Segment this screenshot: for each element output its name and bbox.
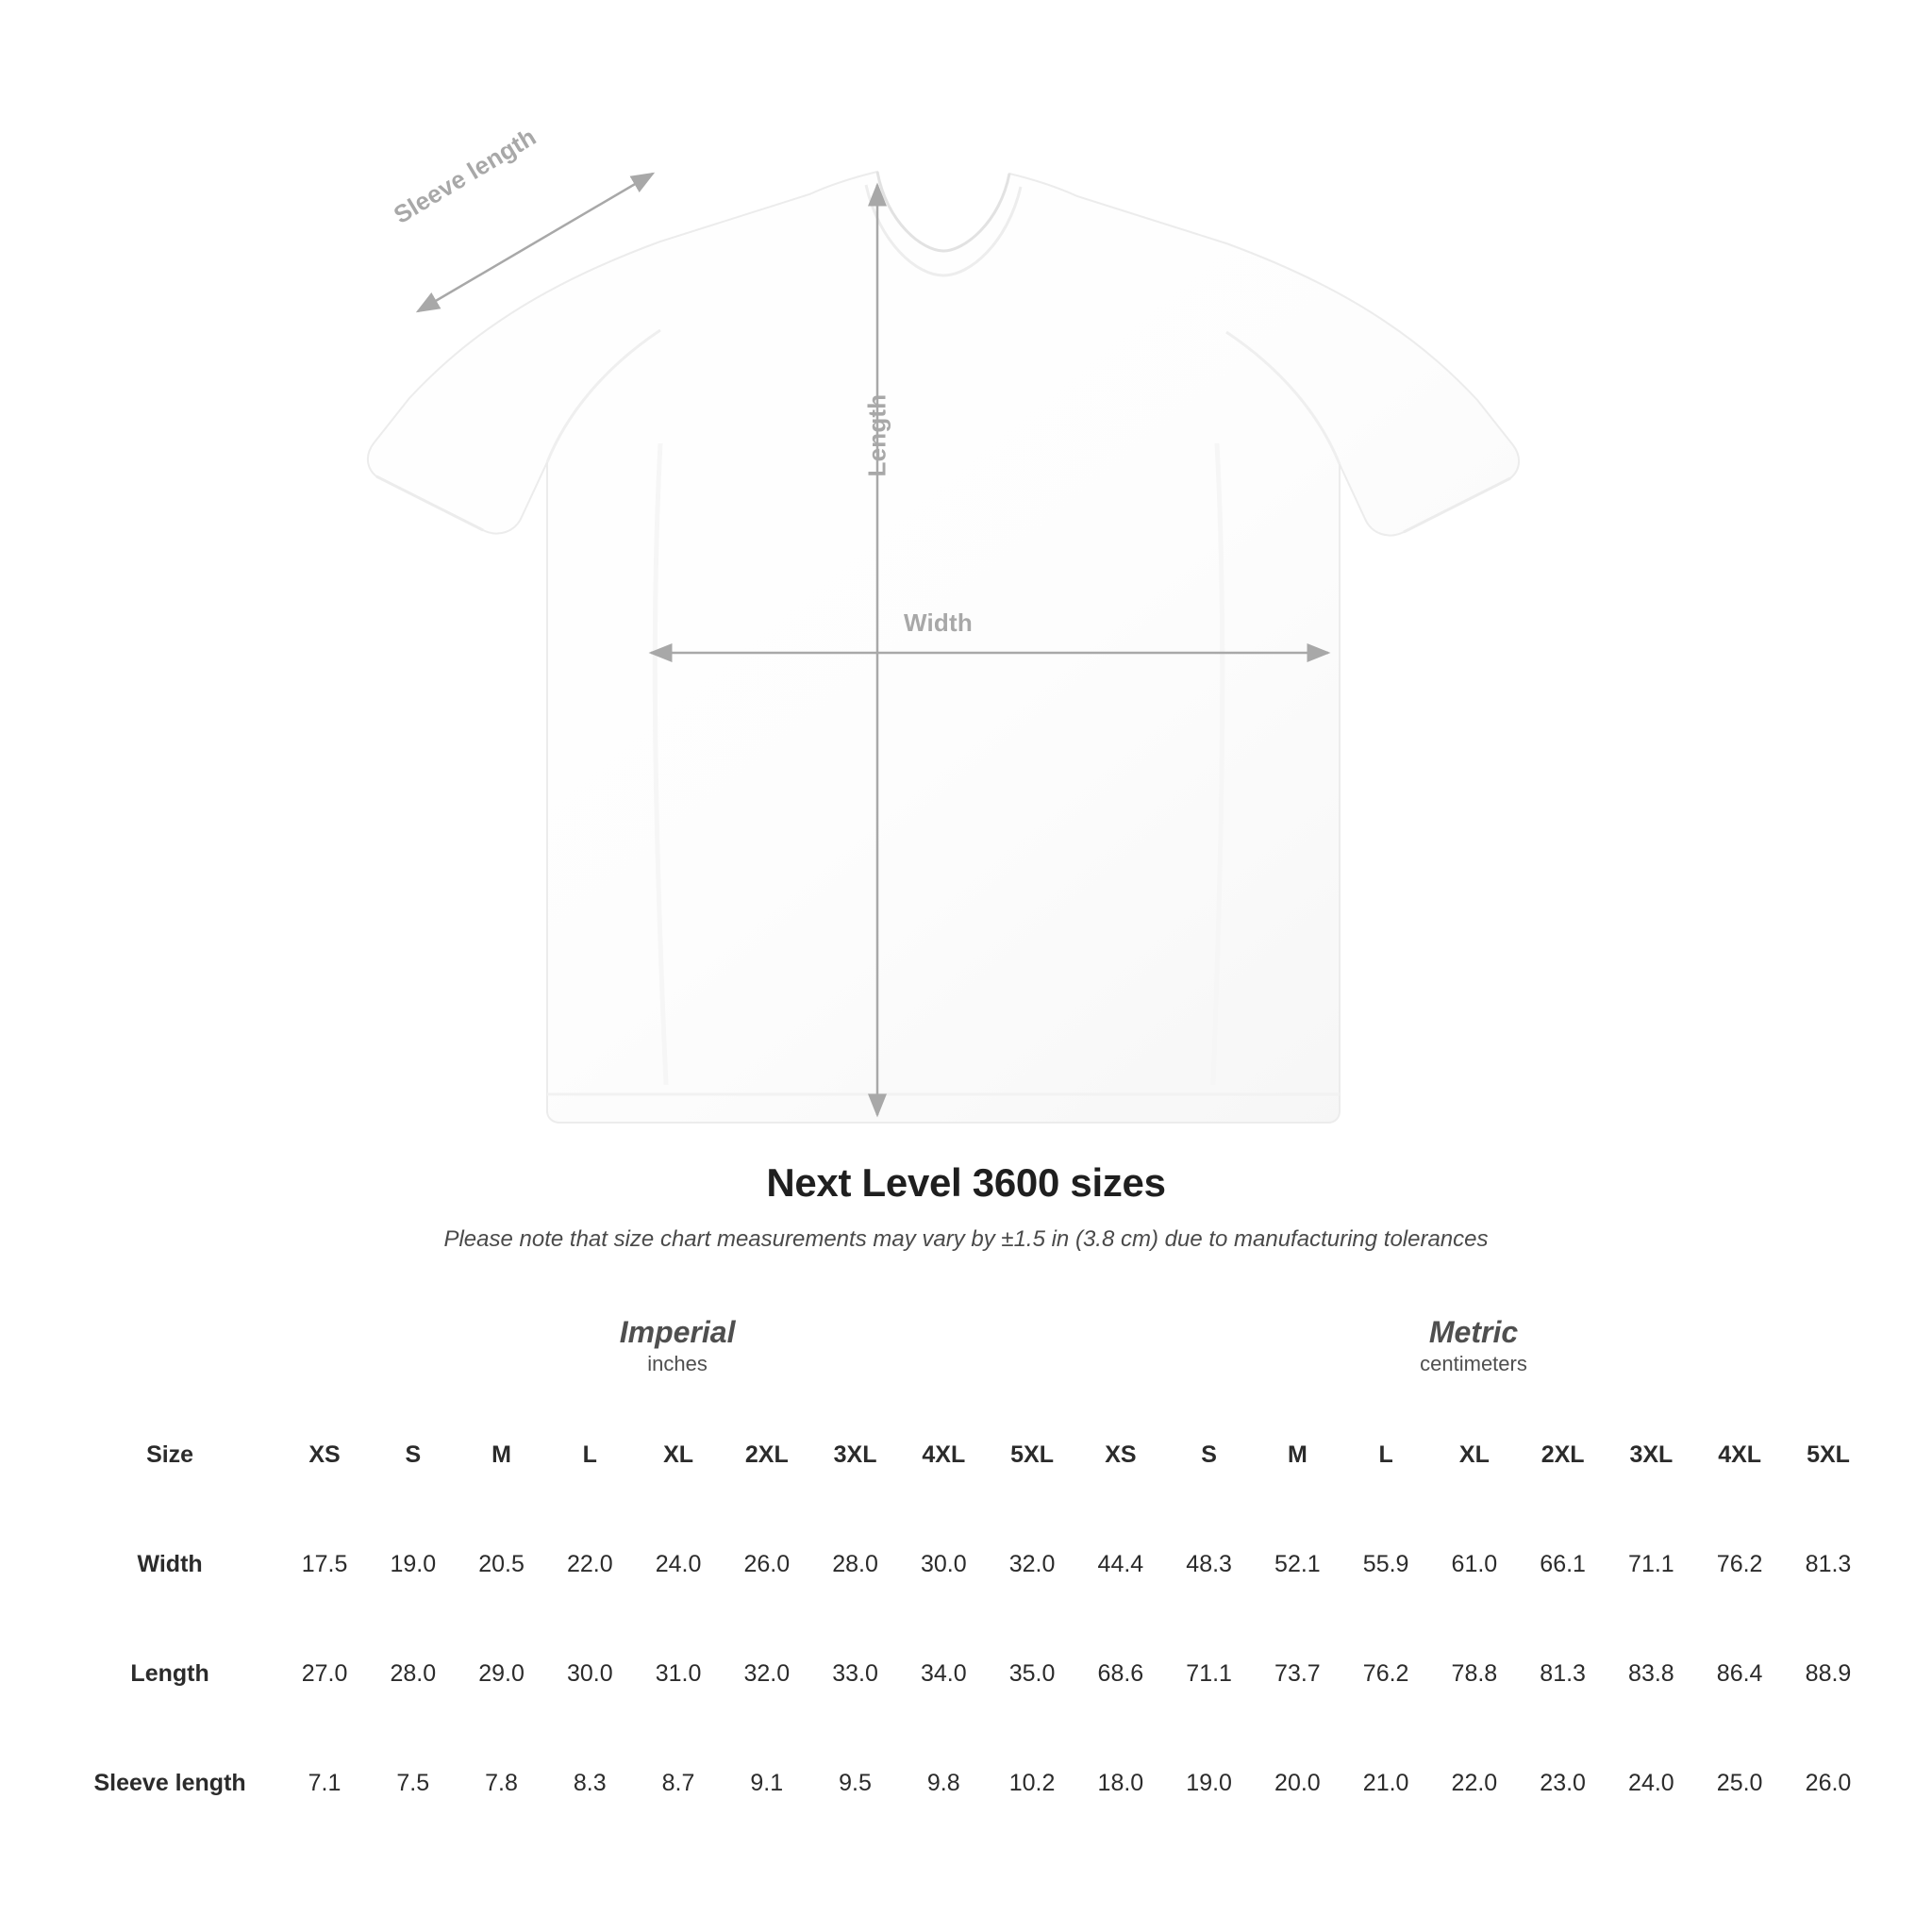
cell-length-imperial-s: 28.0 — [368, 1619, 457, 1728]
cell-width-metric-s: 48.3 — [1164, 1509, 1253, 1619]
cell-length-metric-4xl: 86.4 — [1694, 1619, 1783, 1728]
table-row-length — [60, 1619, 1872, 1728]
cell-length-imperial-m: 29.0 — [457, 1619, 545, 1728]
size-header-imperial-l: L — [544, 1400, 633, 1509]
cell-sleeve-imperial-5xl: 10.2 — [987, 1728, 1075, 1838]
size-table — [60, 1291, 1872, 1838]
cell-sleeve-metric-s: 19.0 — [1164, 1728, 1253, 1838]
sleeve-length-label: Sleeve length — [389, 122, 541, 229]
unit-group-metric-name: Metric — [1428, 1314, 1519, 1349]
size-header-metric-l: L — [1341, 1400, 1429, 1509]
size-header-metric-3xl: 3XL — [1607, 1400, 1695, 1509]
cell-sleeve-metric-2xl: 23.0 — [1518, 1728, 1607, 1838]
size-header-metric-xs: XS — [1075, 1400, 1164, 1509]
cell-length-imperial-5xl: 35.0 — [987, 1619, 1075, 1728]
row-label-sleeve-length: Sleeve length — [60, 1728, 279, 1838]
cell-sleeve-metric-3xl: 24.0 — [1607, 1728, 1695, 1838]
cell-sleeve-metric-xl: 22.0 — [1429, 1728, 1518, 1838]
cell-length-metric-3xl: 83.8 — [1607, 1619, 1695, 1728]
cell-sleeve-metric-m: 20.0 — [1253, 1728, 1341, 1838]
cell-sleeve-imperial-2xl: 9.1 — [722, 1728, 810, 1838]
cell-width-imperial-2xl: 26.0 — [722, 1509, 810, 1619]
cell-width-metric-xl: 61.0 — [1429, 1509, 1518, 1619]
size-header-metric-5xl: 5XL — [1783, 1400, 1872, 1509]
size-header-label: Size — [60, 1400, 279, 1509]
table-row-width — [60, 1509, 1872, 1619]
length-label: Length — [862, 393, 891, 477]
cell-length-imperial-xl: 31.0 — [633, 1619, 722, 1728]
width-label: Width — [904, 608, 973, 637]
unit-group-metric-sub: centimeters — [1420, 1351, 1527, 1375]
size-header-imperial-4xl: 4XL — [898, 1400, 987, 1509]
cell-length-metric-xl: 78.8 — [1429, 1619, 1518, 1728]
cell-width-imperial-s: 19.0 — [368, 1509, 457, 1619]
cell-width-metric-l: 55.9 — [1341, 1509, 1429, 1619]
size-header-imperial-s: S — [368, 1400, 457, 1509]
size-header-imperial-m: M — [457, 1400, 545, 1509]
cell-length-metric-l: 76.2 — [1341, 1619, 1429, 1728]
tshirt-shape — [368, 172, 1519, 1123]
cell-sleeve-imperial-s: 7.5 — [368, 1728, 457, 1838]
cell-sleeve-imperial-4xl: 9.8 — [898, 1728, 987, 1838]
unit-header-spacer — [60, 1291, 279, 1400]
unit-group-metric — [1075, 1291, 1872, 1400]
cell-width-imperial-4xl: 30.0 — [898, 1509, 987, 1619]
size-header-metric-4xl: 4XL — [1694, 1400, 1783, 1509]
size-header-metric-xl: XL — [1429, 1400, 1518, 1509]
tolerance-note: Please note that size chart measurements may vary by ±1.5 in (3.8 cm) due to manufacturing tolerances — [443, 1226, 1489, 1252]
cell-sleeve-imperial-m: 7.8 — [457, 1728, 545, 1838]
unit-group-imperial — [279, 1291, 1075, 1400]
row-label-length: Length — [60, 1619, 279, 1728]
cell-sleeve-imperial-3xl: 9.5 — [810, 1728, 899, 1838]
cell-width-metric-5xl: 81.3 — [1783, 1509, 1872, 1619]
unit-group-imperial-name: Imperial — [619, 1314, 736, 1349]
cell-sleeve-imperial-l: 8.3 — [544, 1728, 633, 1838]
size-header-metric-2xl: 2XL — [1518, 1400, 1607, 1509]
cell-sleeve-metric-l: 21.0 — [1341, 1728, 1429, 1838]
cell-length-metric-xs: 68.6 — [1075, 1619, 1164, 1728]
page-title: Next Level 3600 sizes — [766, 1160, 1166, 1205]
cell-sleeve-metric-4xl: 25.0 — [1694, 1728, 1783, 1838]
cell-width-metric-3xl: 71.1 — [1607, 1509, 1695, 1619]
cell-width-metric-m: 52.1 — [1253, 1509, 1341, 1619]
size-header-row — [60, 1400, 1872, 1509]
cell-width-imperial-5xl: 32.0 — [987, 1509, 1075, 1619]
cell-length-imperial-l: 30.0 — [544, 1619, 633, 1728]
cell-sleeve-metric-xs: 18.0 — [1075, 1728, 1164, 1838]
cell-width-imperial-m: 20.5 — [457, 1509, 545, 1619]
size-header-metric-m: M — [1253, 1400, 1341, 1509]
title-block — [0, 1160, 1932, 1253]
cell-length-metric-s: 71.1 — [1164, 1619, 1253, 1728]
table-row-sleeve-length — [60, 1728, 1872, 1838]
cell-width-metric-4xl: 76.2 — [1694, 1509, 1783, 1619]
unit-group-imperial-sub: inches — [647, 1351, 708, 1375]
size-header-imperial-xl: XL — [633, 1400, 722, 1509]
cell-sleeve-imperial-xl: 8.7 — [633, 1728, 722, 1838]
cell-width-imperial-3xl: 28.0 — [810, 1509, 899, 1619]
size-header-imperial-5xl: 5XL — [987, 1400, 1075, 1509]
cell-width-metric-xs: 44.4 — [1075, 1509, 1164, 1619]
cell-width-imperial-l: 22.0 — [544, 1509, 633, 1619]
cell-length-imperial-2xl: 32.0 — [722, 1619, 810, 1728]
cell-length-imperial-4xl: 34.0 — [898, 1619, 987, 1728]
size-header-imperial-2xl: 2XL — [722, 1400, 810, 1509]
cell-width-imperial-xs: 17.5 — [279, 1509, 368, 1619]
cell-width-metric-2xl: 66.1 — [1518, 1509, 1607, 1619]
row-label-width: Width — [60, 1509, 279, 1619]
unit-header-row — [60, 1291, 1872, 1400]
cell-width-imperial-xl: 24.0 — [633, 1509, 722, 1619]
cell-sleeve-metric-5xl: 26.0 — [1783, 1728, 1872, 1838]
size-header-metric-s: S — [1164, 1400, 1253, 1509]
cell-sleeve-imperial-xs: 7.1 — [279, 1728, 368, 1838]
cell-length-imperial-3xl: 33.0 — [810, 1619, 899, 1728]
size-header-imperial-xs: XS — [279, 1400, 368, 1509]
size-header-imperial-3xl: 3XL — [810, 1400, 899, 1509]
cell-length-imperial-xs: 27.0 — [279, 1619, 368, 1728]
cell-length-metric-5xl: 88.9 — [1783, 1619, 1872, 1728]
cell-length-metric-m: 73.7 — [1253, 1619, 1341, 1728]
size-table-wrapper — [60, 1291, 1872, 1838]
cell-length-metric-2xl: 81.3 — [1518, 1619, 1607, 1728]
